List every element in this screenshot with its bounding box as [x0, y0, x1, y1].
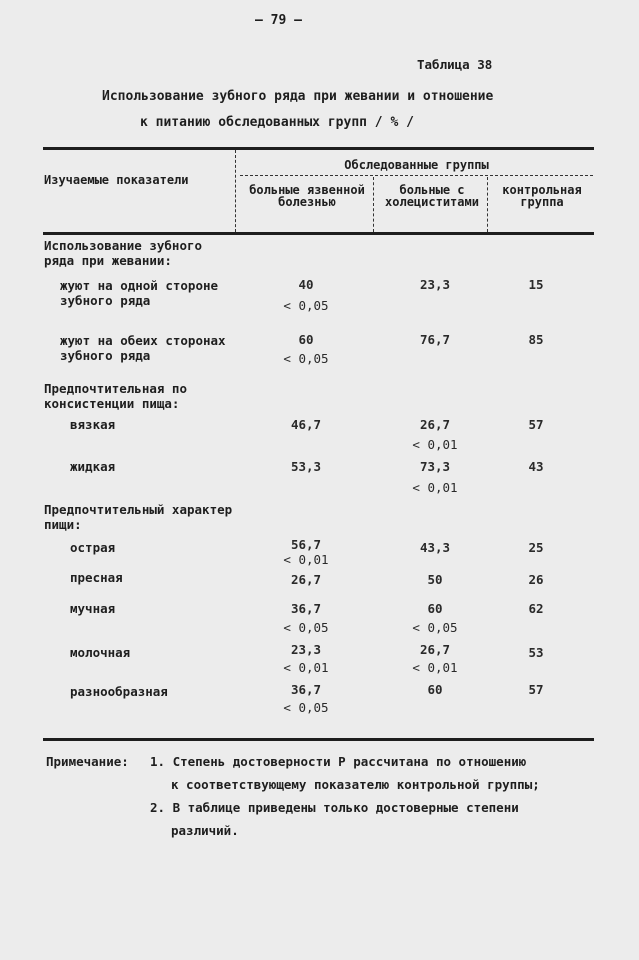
- header-col-ulcer: больные язвенной болезнью: [249, 183, 365, 209]
- table-title-line2: к питанию обследованных групп / % /: [140, 115, 414, 130]
- note-2-line1: 2. В таблице приведены только достоверные степени: [150, 800, 519, 815]
- row-label: вязкая: [70, 417, 116, 432]
- cell-value: 26,7: [419, 642, 451, 657]
- cell-value: 26,7: [290, 572, 322, 587]
- cell-p-value: < 0,01: [412, 480, 458, 495]
- row-label: молочная: [70, 645, 131, 660]
- cell-p-value: < 0,01: [412, 660, 458, 675]
- notes-prefix: Примечание:: [46, 754, 129, 769]
- cell-value: 25: [528, 540, 544, 555]
- cell-value: 23,3: [290, 642, 322, 657]
- cell-value: 53,3: [290, 459, 322, 474]
- table-title-line1: Использование зубного ряда при жевании и отношение: [102, 89, 494, 104]
- cell-value: 43,3: [419, 540, 451, 555]
- cell-value: 76,7: [419, 332, 451, 347]
- section-consistency: Предпочтительная по консистенции пища:: [44, 381, 187, 411]
- cell-value: 62: [528, 601, 544, 616]
- cell-value: 57: [528, 417, 544, 432]
- header-groups: Обследованные группы: [344, 158, 489, 172]
- cell-p-value: < 0,05: [283, 298, 329, 313]
- note-2-line2: различий.: [171, 823, 239, 838]
- group-header-rule: [240, 175, 593, 176]
- cell-value: 23,3: [419, 277, 451, 292]
- row-label: мучная: [70, 601, 116, 616]
- header-col-control: контрольная группа: [502, 183, 582, 209]
- row-label: пресная: [70, 570, 123, 585]
- row-label: жуют на обеих сторонах зубного ряда: [60, 333, 226, 363]
- table-header-rule: [43, 232, 594, 235]
- cell-p-value: < 0,05: [283, 351, 329, 366]
- header-col-cholecystitis: больные с холециститами: [385, 183, 479, 209]
- cell-p-value: < 0,01: [412, 437, 458, 452]
- cell-value: 60: [298, 332, 314, 347]
- cell-value: 26: [528, 572, 544, 587]
- cell-p-value: < 0,01: [283, 660, 329, 675]
- row-label: жуют на одной стороне зубного ряда: [60, 278, 219, 308]
- cell-value: 46,7: [290, 417, 322, 432]
- cell-value: 40: [298, 277, 314, 292]
- cell-value: 56,7: [290, 537, 322, 552]
- cell-p-value: < 0,05: [283, 620, 329, 635]
- column-divider-main: [235, 150, 236, 232]
- column-divider-3: [487, 177, 488, 232]
- cell-p-value: < 0,05: [412, 620, 458, 635]
- table-label: Таблица 38: [417, 57, 493, 72]
- cell-value: 15: [528, 277, 544, 292]
- row-label: острая: [70, 540, 116, 555]
- cell-p-value: < 0,05: [283, 700, 329, 715]
- section-chewing: Использование зубного ряда при жевании:: [44, 238, 203, 268]
- table-top-rule: [43, 147, 594, 150]
- cell-value: 85: [528, 332, 544, 347]
- column-divider-2: [373, 177, 374, 232]
- cell-p-value: < 0,01: [283, 552, 329, 567]
- section-character: Предпочтительный характер пищи:: [44, 502, 233, 532]
- note-1-line1: 1. Степень достоверности Р рассчитана по отношению: [150, 754, 527, 769]
- cell-value: 60: [427, 682, 443, 697]
- row-label: жидкая: [70, 459, 116, 474]
- cell-value: 73,3: [419, 459, 451, 474]
- cell-value: 57: [528, 682, 544, 697]
- header-indicator: Изучаемые показатели: [44, 173, 189, 187]
- cell-value: 36,7: [290, 682, 322, 697]
- table-bottom-rule: [43, 738, 594, 741]
- note-1-line2: к соответствующему показателю контрольной группы;: [171, 777, 540, 792]
- cell-value: 50: [427, 572, 443, 587]
- cell-value: 36,7: [290, 601, 322, 616]
- cell-value: 53: [528, 645, 544, 660]
- page-number: – 79 –: [255, 13, 302, 28]
- cell-value: 26,7: [419, 417, 451, 432]
- cell-value: 43: [528, 459, 544, 474]
- row-label: разнообразная: [70, 684, 168, 699]
- cell-value: 60: [427, 601, 443, 616]
